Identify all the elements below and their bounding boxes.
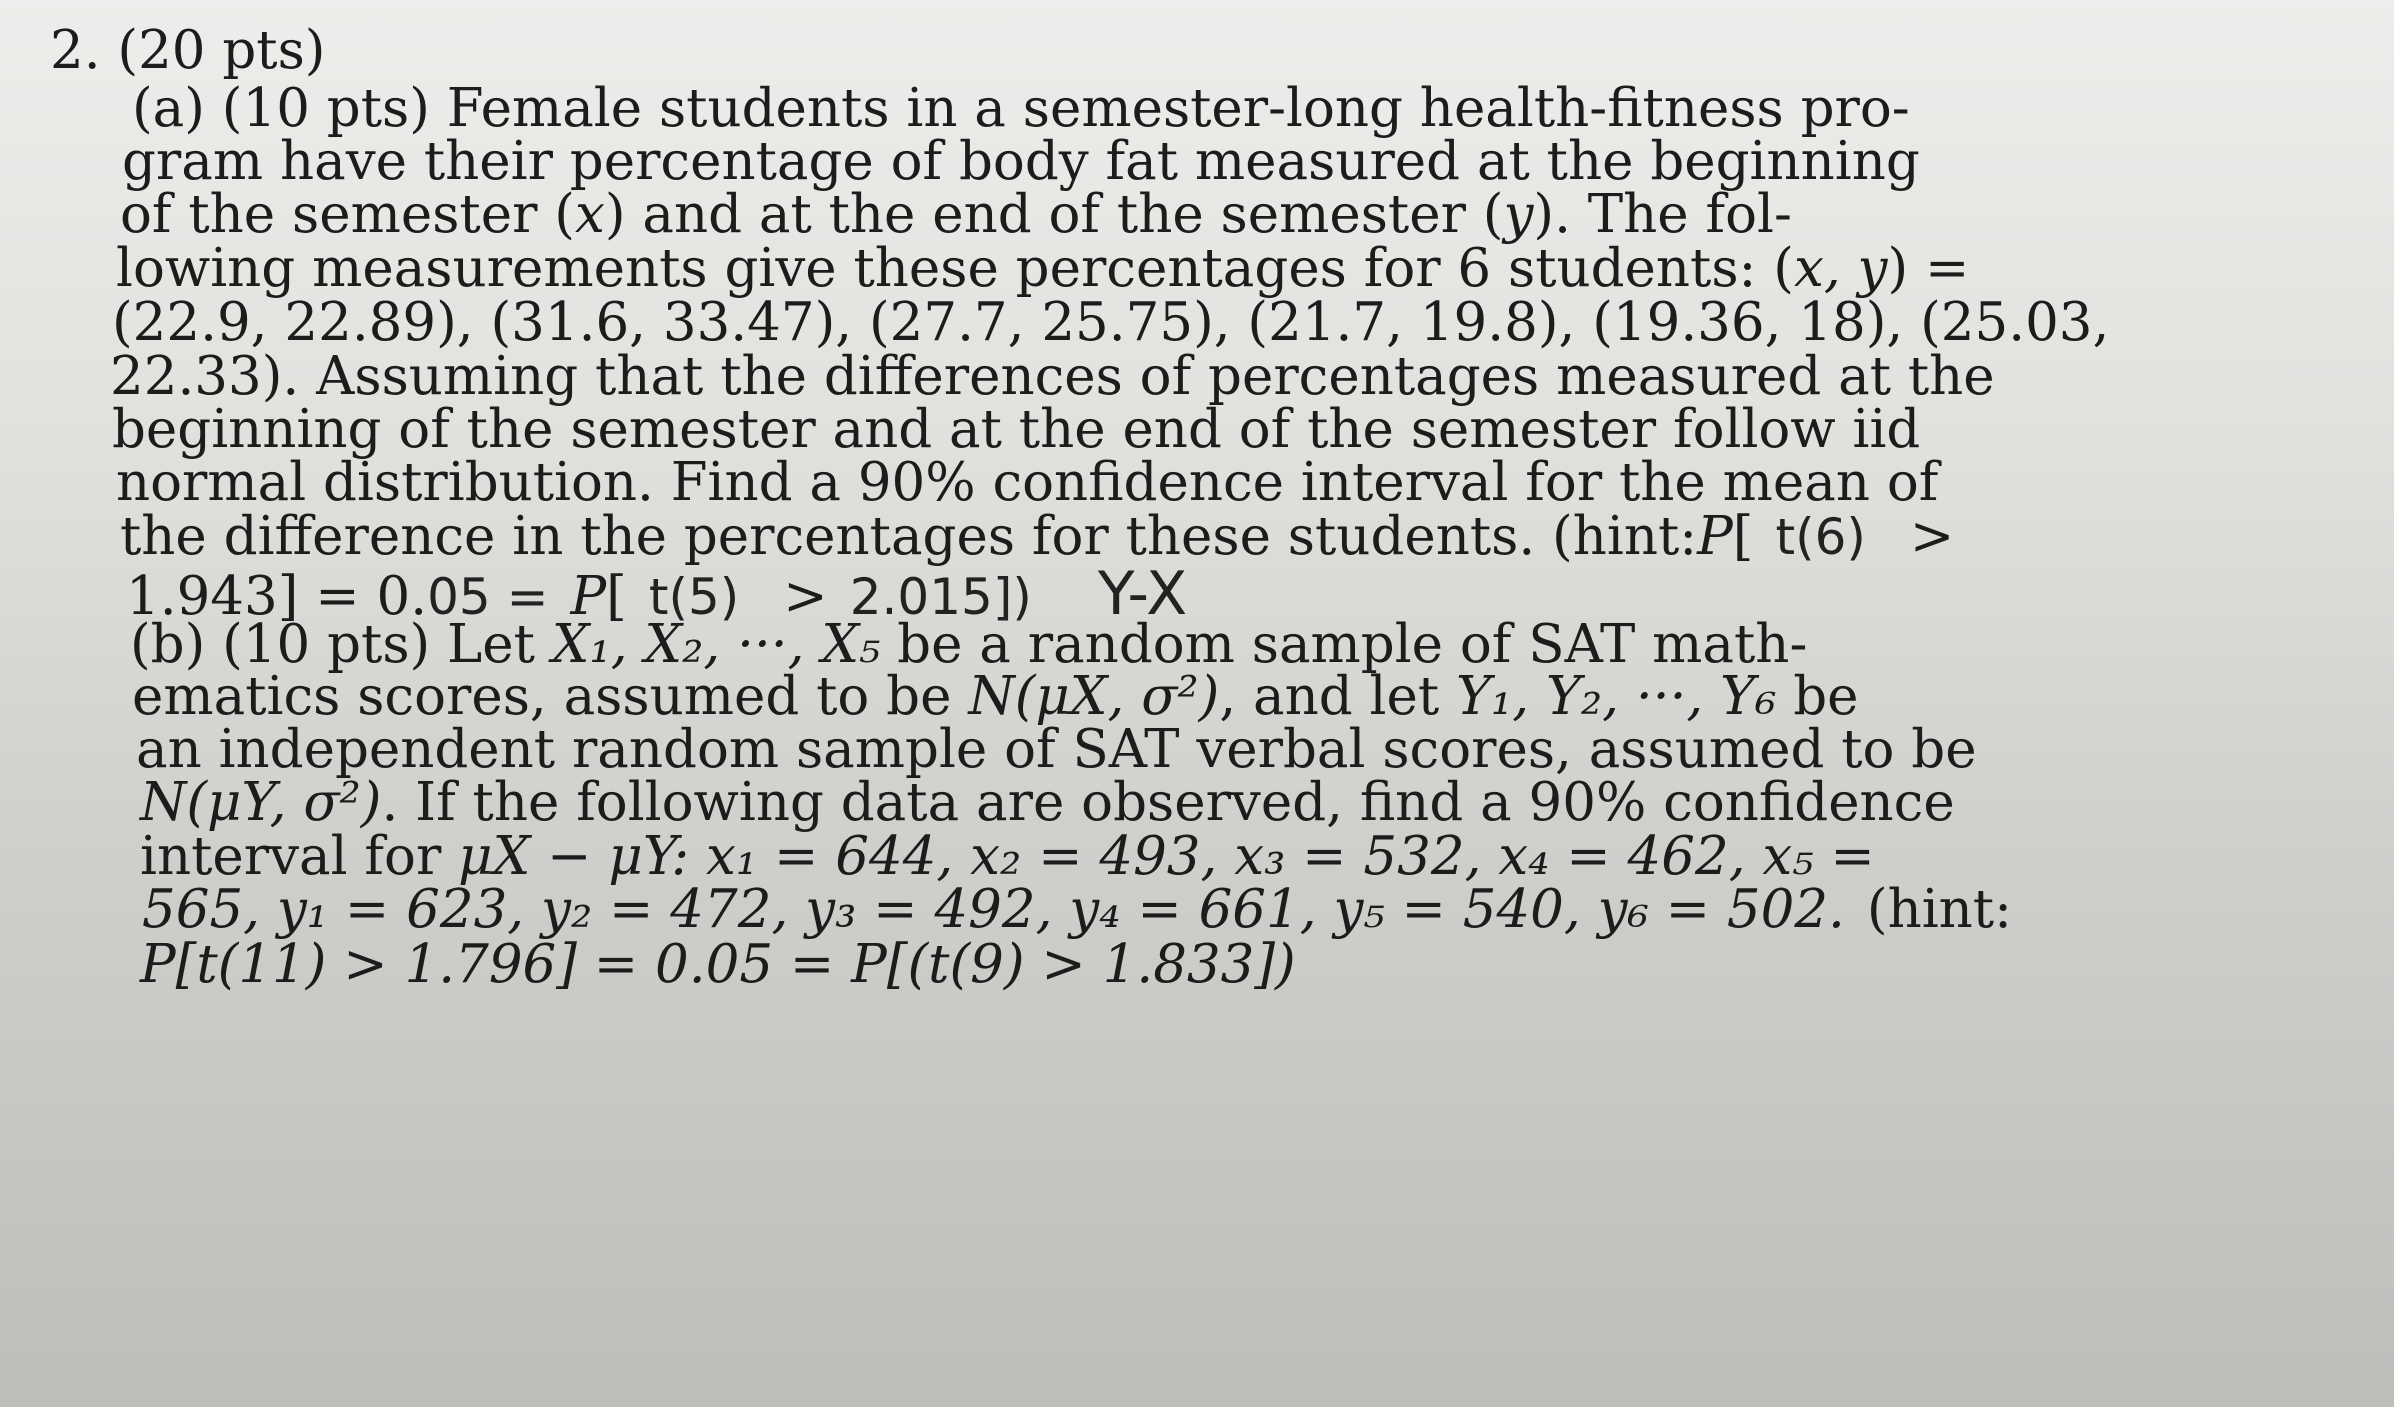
part-b-line-7: P[t(11) > 1.796] = 0.05 = P[(t(9) > 1.833]) (140, 934, 1296, 995)
part-b-line-5: interval for μX − μY: x₁ = 644, x₂ = 493, x₃ = 532, x₄ = 462, x₅ = (140, 826, 1875, 887)
problem-header: 2. (20 pts) (50, 20, 326, 81)
part-a-line-7: beginning of the semester and at the end of the semester follow iid (112, 399, 1921, 460)
problem-page (40, 20, 2370, 1390)
part-b-line-6: 565, y₁ = 623, y₂ = 472, y₃ = 492, y₄ = 661, y₅ = 540, y₆ = 502. (hint: (142, 879, 2012, 940)
part-b-line-3: an independent random sample of SAT verbal scores, assumed to be (136, 719, 1977, 780)
part-b-line-4: N(μY, σ²). If the following data are observed, find a 90% confidence (140, 772, 1955, 833)
part-a-line-2: gram have their percentage of body fat measured at the beginning (122, 131, 1920, 192)
handwritten-2015: 2.015]) (849, 568, 1032, 626)
part-b-line-1: (b) (10 pts) Let X₁, X₂, ···, X₅ be a random sample of SAT math- (130, 614, 1808, 675)
part-a-line-3: of the semester (x) and at the end of the semester (y). The fol- (120, 184, 1792, 245)
handwritten-05: 05 = (427, 568, 549, 626)
part-a-line-8: normal distribution. Find a 90% confidence interval for the mean of (116, 452, 1939, 513)
handwritten-y-minus-x: Y-X (1097, 559, 1188, 629)
part-a-line-6: 22.33). Assuming that the differences of percentages measured at the (110, 346, 1995, 407)
part-a-line-9: the difference in the percentages for these students. (hint:P[ t(6) > (120, 506, 1955, 567)
part-a-line-4: lowing measurements give these percentages for 6 students: (x, y) = (116, 238, 1970, 299)
part-a-line-1: (a) (10 pts) Female students in a semester-long health-fitness pro- (132, 78, 1910, 139)
part-a-line-10: 1.943] = 0.05 = P[ t(5) > 2.015]) Y-X (126, 559, 1188, 629)
handwritten-t5: t(5) (648, 568, 740, 626)
part-b-line-2: ematics scores, assumed to be N(μX, σ²), and let Y₁, Y₂, ···, Y₆ be (132, 666, 1859, 727)
handwritten-t6: t(6) (1775, 508, 1866, 566)
part-a-line-5: (22.9, 22.89), (31.6, 33.47), (27.7, 25.75), (21.7, 19.8), (19.36, 18), (25.03, (112, 292, 2110, 353)
